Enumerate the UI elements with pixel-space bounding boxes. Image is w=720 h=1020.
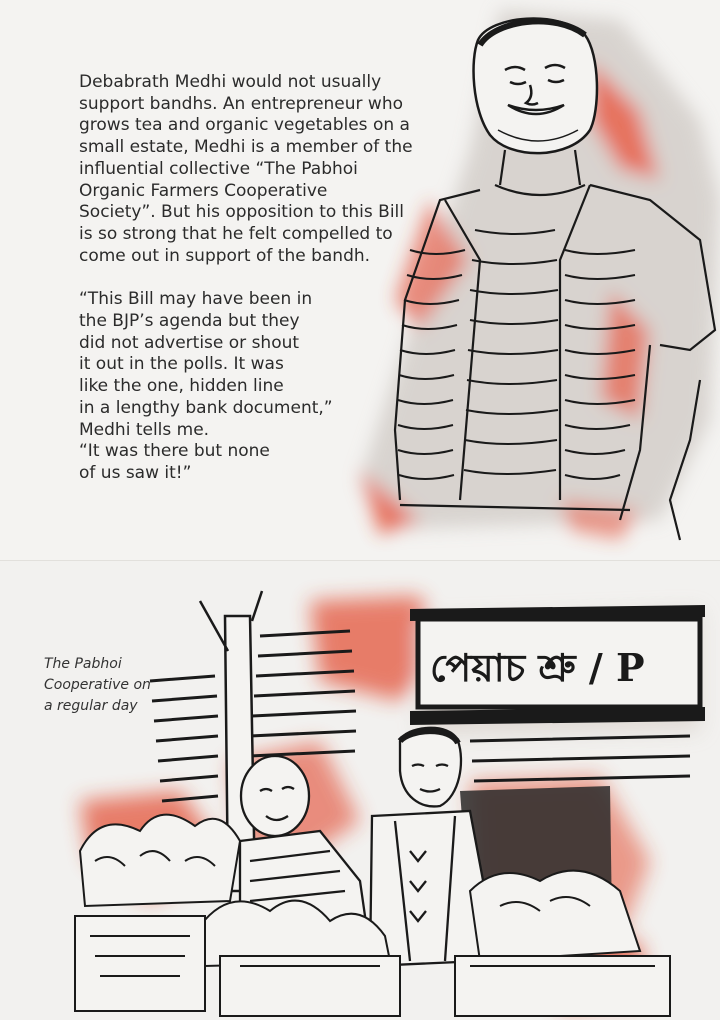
medhi-head — [474, 19, 597, 154]
medhi-figure-market — [370, 728, 485, 966]
story-paragraph-2-quote: “This Bill may have been in the BJP’s agenda but they did not advertise or shout it out in the polls. It was like the one, hidden line in a lengthy bank document,” Medhi tells me. “It was there but none of us saw it!” — [79, 289, 333, 483]
shop-sign-text: পেয়াচ শ্রু / P — [430, 645, 645, 690]
story-paragraph-1: Debabrath Medhi would not usually support bandhs. An entrepreneur who grows tea and organic vegetables on a small estate, Medhi is a member of the influential collective “The Pabhoi Organic Farmers Cooperative Society”. But his opposition to this Bill is so strong that he felt compelled to come out in support of the bandh. — [79, 72, 413, 266]
illustration-caption: The Pabhoi Cooperative on a regular day — [44, 656, 151, 714]
story-text — [79, 72, 424, 485]
bottom-panel — [0, 560, 720, 1020]
cooperative-market-illustration — [0, 561, 720, 1020]
